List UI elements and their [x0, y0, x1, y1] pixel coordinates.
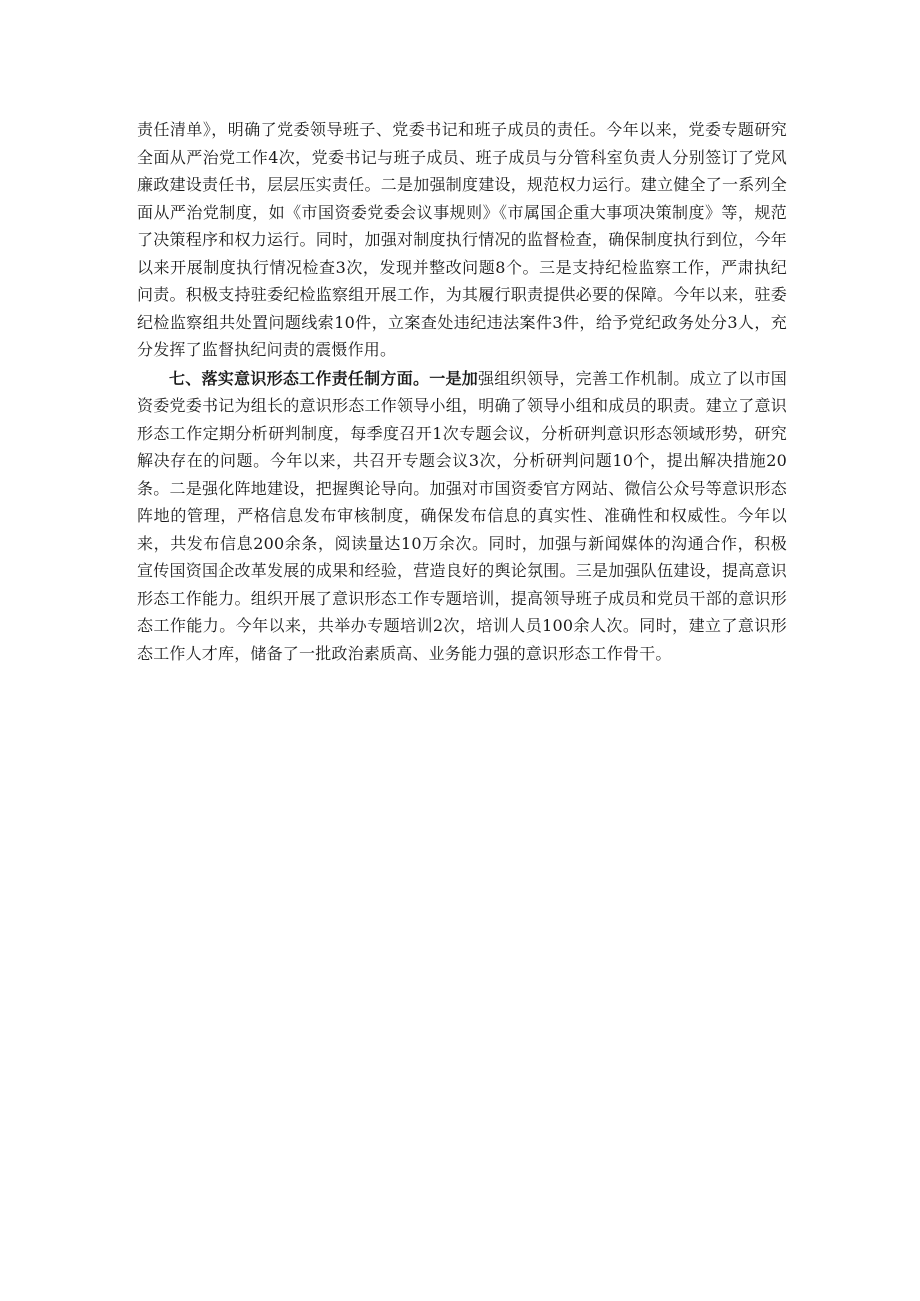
paragraph-text: 强组织领导，完善工作机制。成立了以市国资委党委书记为组长的意识形态工作领导小组，明确了领导小组和成员的职责。建立了意识形态工作定期分析研判制度，每季度召开1次专题会议，分析研判意识形态领域形势，研究解决存在的问题。今年以来，共召开专题会议3次，分析研判问题10个，提出解决措施20条。二是强化阵地建设，把握舆论导向。加强对市国资委官方网站、微信公众号等意识形态阵地的管理，严格信息发布审核制度，确保发布信息的真实性、准确性和权威性。今年以来，共发布信息200余条，阅读量达10万余次。同时，加强与新闻媒体的沟通合作，积极宣传国资国企改革发展的成果和经验，营造良好的舆论氛围。三是加强队伍建设，提高意识形态工作能力。组织开展了意识形态工作专题培训，提高领导班子成员和党员干部的意识形态工作能力。今年以来，共举办专题培训2次，培训人员100余人次。同时，建立了意识形态工作人才库，储备了一批政治素质高、业务能力强的意识形态工作骨干。: [137, 368, 787, 663]
paragraph-text: 责任清单》，明确了党委领导班子、党委书记和班子成员的责任。今年以来，党委专题研究全面从严治党工作4次，党委书记与班子成员、班子成员与分管科室负责人分别签订了党风廉政建设责任书，层层压实责任。二是加强制度建设，规范权力运行。建立健全了一系列全面从严治党制度，如《市国资委党委会议事规则》《市属国企重大事项决策制度》等，规范了决策程序和权力运行。同时，加强对制度执行情况的监督检查，确保制度执行到位，今年以来开展制度执行情况检查3次，发现并整改问题8个。三是支持纪检监察工作，严肃执纪问责。积极支持驻委纪检监察组开展工作，为其履行职责提供必要的保障。今年以来，驻委纪检监察组共处置问题线索10件，立案查处违纪违法案件3件，给予党纪政务处分3人，充分发挥了监督执纪问责的震慑作用。: [137, 120, 787, 359]
document-body: [137, 116, 787, 667]
paragraph-section-seven: [137, 365, 787, 668]
section-heading: 七、落实意识形态工作责任制方面。一是加: [169, 368, 479, 388]
paragraph-continuation: [137, 116, 787, 364]
